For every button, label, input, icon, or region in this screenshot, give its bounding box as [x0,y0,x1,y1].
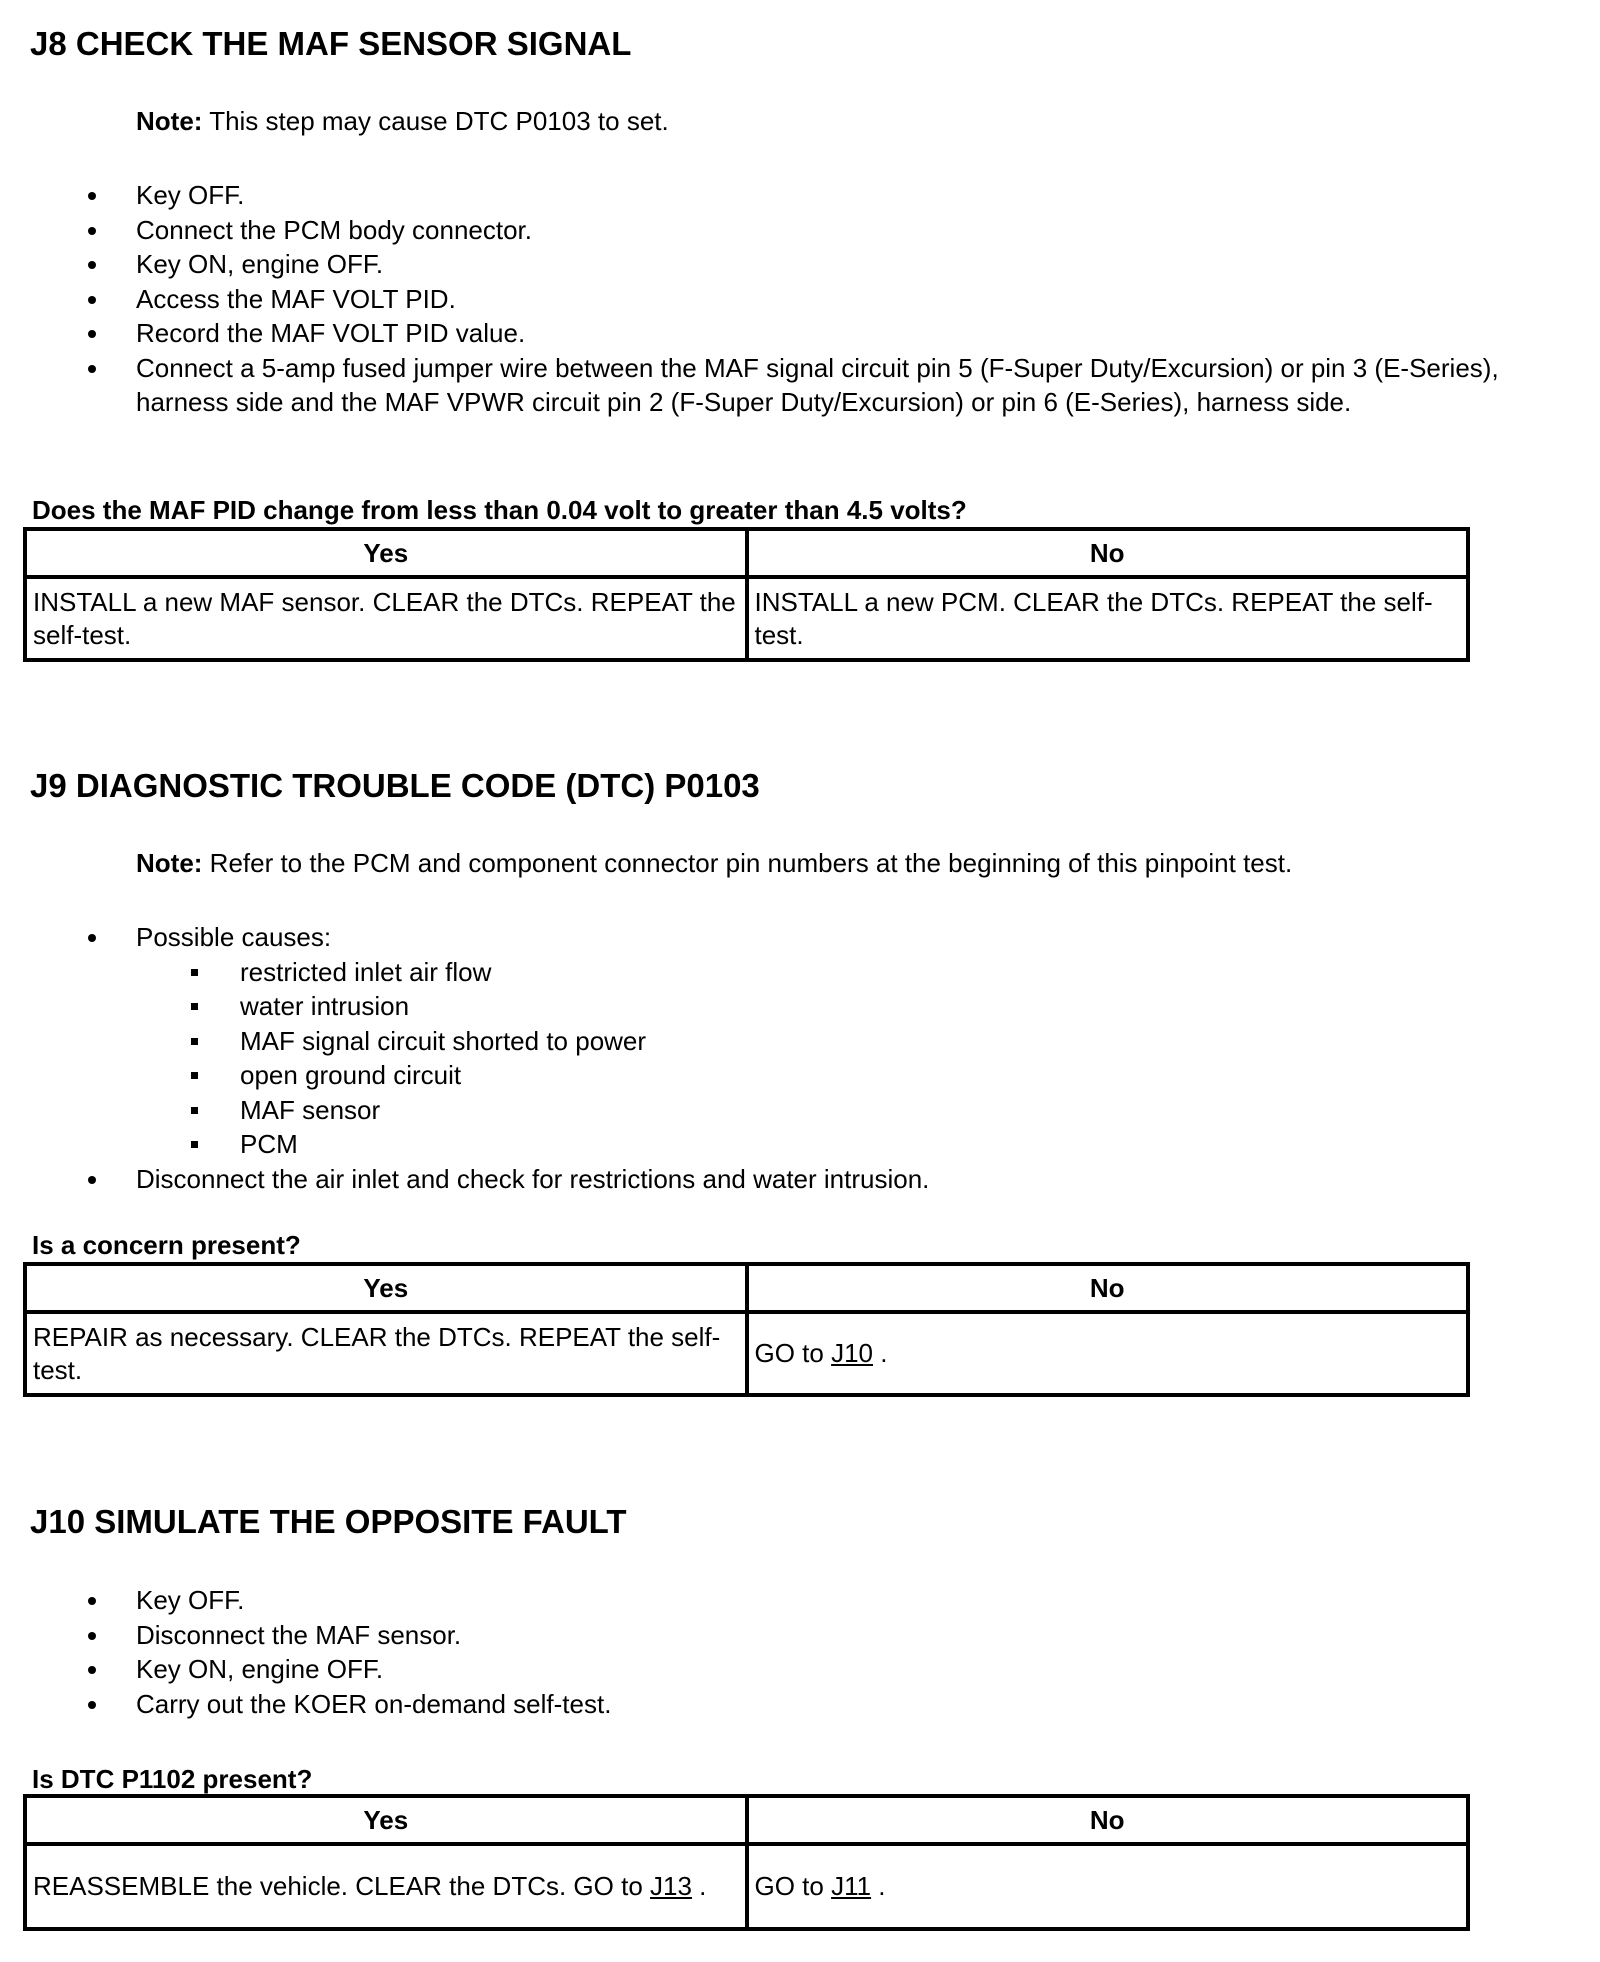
yes-header: Yes [25,529,747,577]
list-item: Key ON, engine OFF. [0,247,1560,282]
action-text: . [873,1338,888,1368]
list-item: Key OFF. [0,178,1560,213]
yes-header: Yes [25,1264,747,1312]
cause-item: PCM [0,1127,1560,1162]
steps-list-j10 [0,1583,1560,1721]
decision-table-j9 [23,1262,1470,1397]
decision-table-j8 [23,527,1470,662]
link-j10[interactable]: J10 [831,1338,873,1368]
section-title-j8: J8 CHECK THE MAF SENSOR SIGNAL [30,25,632,62]
list-item: Disconnect the MAF sensor. [0,1618,1560,1653]
list-item: Access the MAF VOLT PID. [0,282,1560,317]
no-action [747,1312,1469,1395]
note-label: Note: [136,848,203,878]
yes-action: REPAIR as necessary. CLEAR the DTCs. REPEAT the self-test. [25,1312,747,1395]
link-j13[interactable]: J13 [650,1871,692,1901]
action-text: GO to [754,1338,832,1368]
list-item: Record the MAF VOLT PID value. [0,316,1560,351]
decision-table-j10 [23,1794,1470,1931]
yes-header: Yes [25,1796,747,1844]
no-action [747,1844,1469,1929]
no-action: INSTALL a new PCM. CLEAR the DTCs. REPEAT the self-test. [747,577,1469,660]
list-item: Connect a 5-amp fused jumper wire between the MAF signal circuit pin 5 (F-Super Duty/Excursion) or pin 3 (E-Series), harness side and the MAF VPWR circuit pin 2 (F-Super Duty/Excursion) or pin 6 (E-Series), harness side. [0,351,1560,420]
question-j8: Does the MAF PID change from less than 0.04 volt to greater than 4.5 volts? [32,495,967,525]
question-j9: Is a concern present? [32,1230,301,1260]
action-text: . [871,1871,886,1901]
list-item: Key ON, engine OFF. [0,1652,1560,1687]
list-item: Connect the PCM body connector. [0,213,1560,248]
cause-item: open ground circuit [0,1058,1560,1093]
note-j8 [136,104,669,138]
note-label: Note: [136,106,203,136]
note-text: Refer to the PCM and component connector pin numbers at the beginning of this pinpoint test. [202,848,1293,878]
list-item: Possible causes: [0,920,1560,955]
yes-action [25,1844,747,1929]
action-text: GO to [754,1871,832,1901]
cause-item: restricted inlet air flow [0,955,1560,990]
list-item: Disconnect the air inlet and check for restrictions and water intrusion. [0,1162,1560,1197]
cause-item: MAF sensor [0,1093,1560,1128]
no-header: No [747,1264,1469,1312]
no-header: No [747,529,1469,577]
note-text: This step may cause DTC P0103 to set. [202,106,669,136]
list-item: Key OFF. [0,1583,1560,1618]
note-j9 [136,846,1292,880]
no-header: No [747,1796,1469,1844]
steps-list-j9 [0,920,1560,1196]
action-text: REASSEMBLE the vehicle. CLEAR the DTCs. GO to [33,1871,651,1901]
cause-item: water intrusion [0,989,1560,1024]
yes-action: INSTALL a new MAF sensor. CLEAR the DTCs. REPEAT the self-test. [25,577,747,660]
section-title-j9: J9 DIAGNOSTIC TROUBLE CODE (DTC) P0103 [30,767,760,804]
section-title-j10: J10 SIMULATE THE OPPOSITE FAULT [30,1503,627,1540]
question-j10: Is DTC P1102 present? [32,1764,313,1794]
action-text: . [691,1871,707,1901]
list-item: Carry out the KOER on-demand self-test. [0,1687,1560,1722]
cause-item: MAF signal circuit shorted to power [0,1024,1560,1059]
steps-list-j8 [0,178,1560,420]
link-j11[interactable]: J11 [831,1871,872,1901]
